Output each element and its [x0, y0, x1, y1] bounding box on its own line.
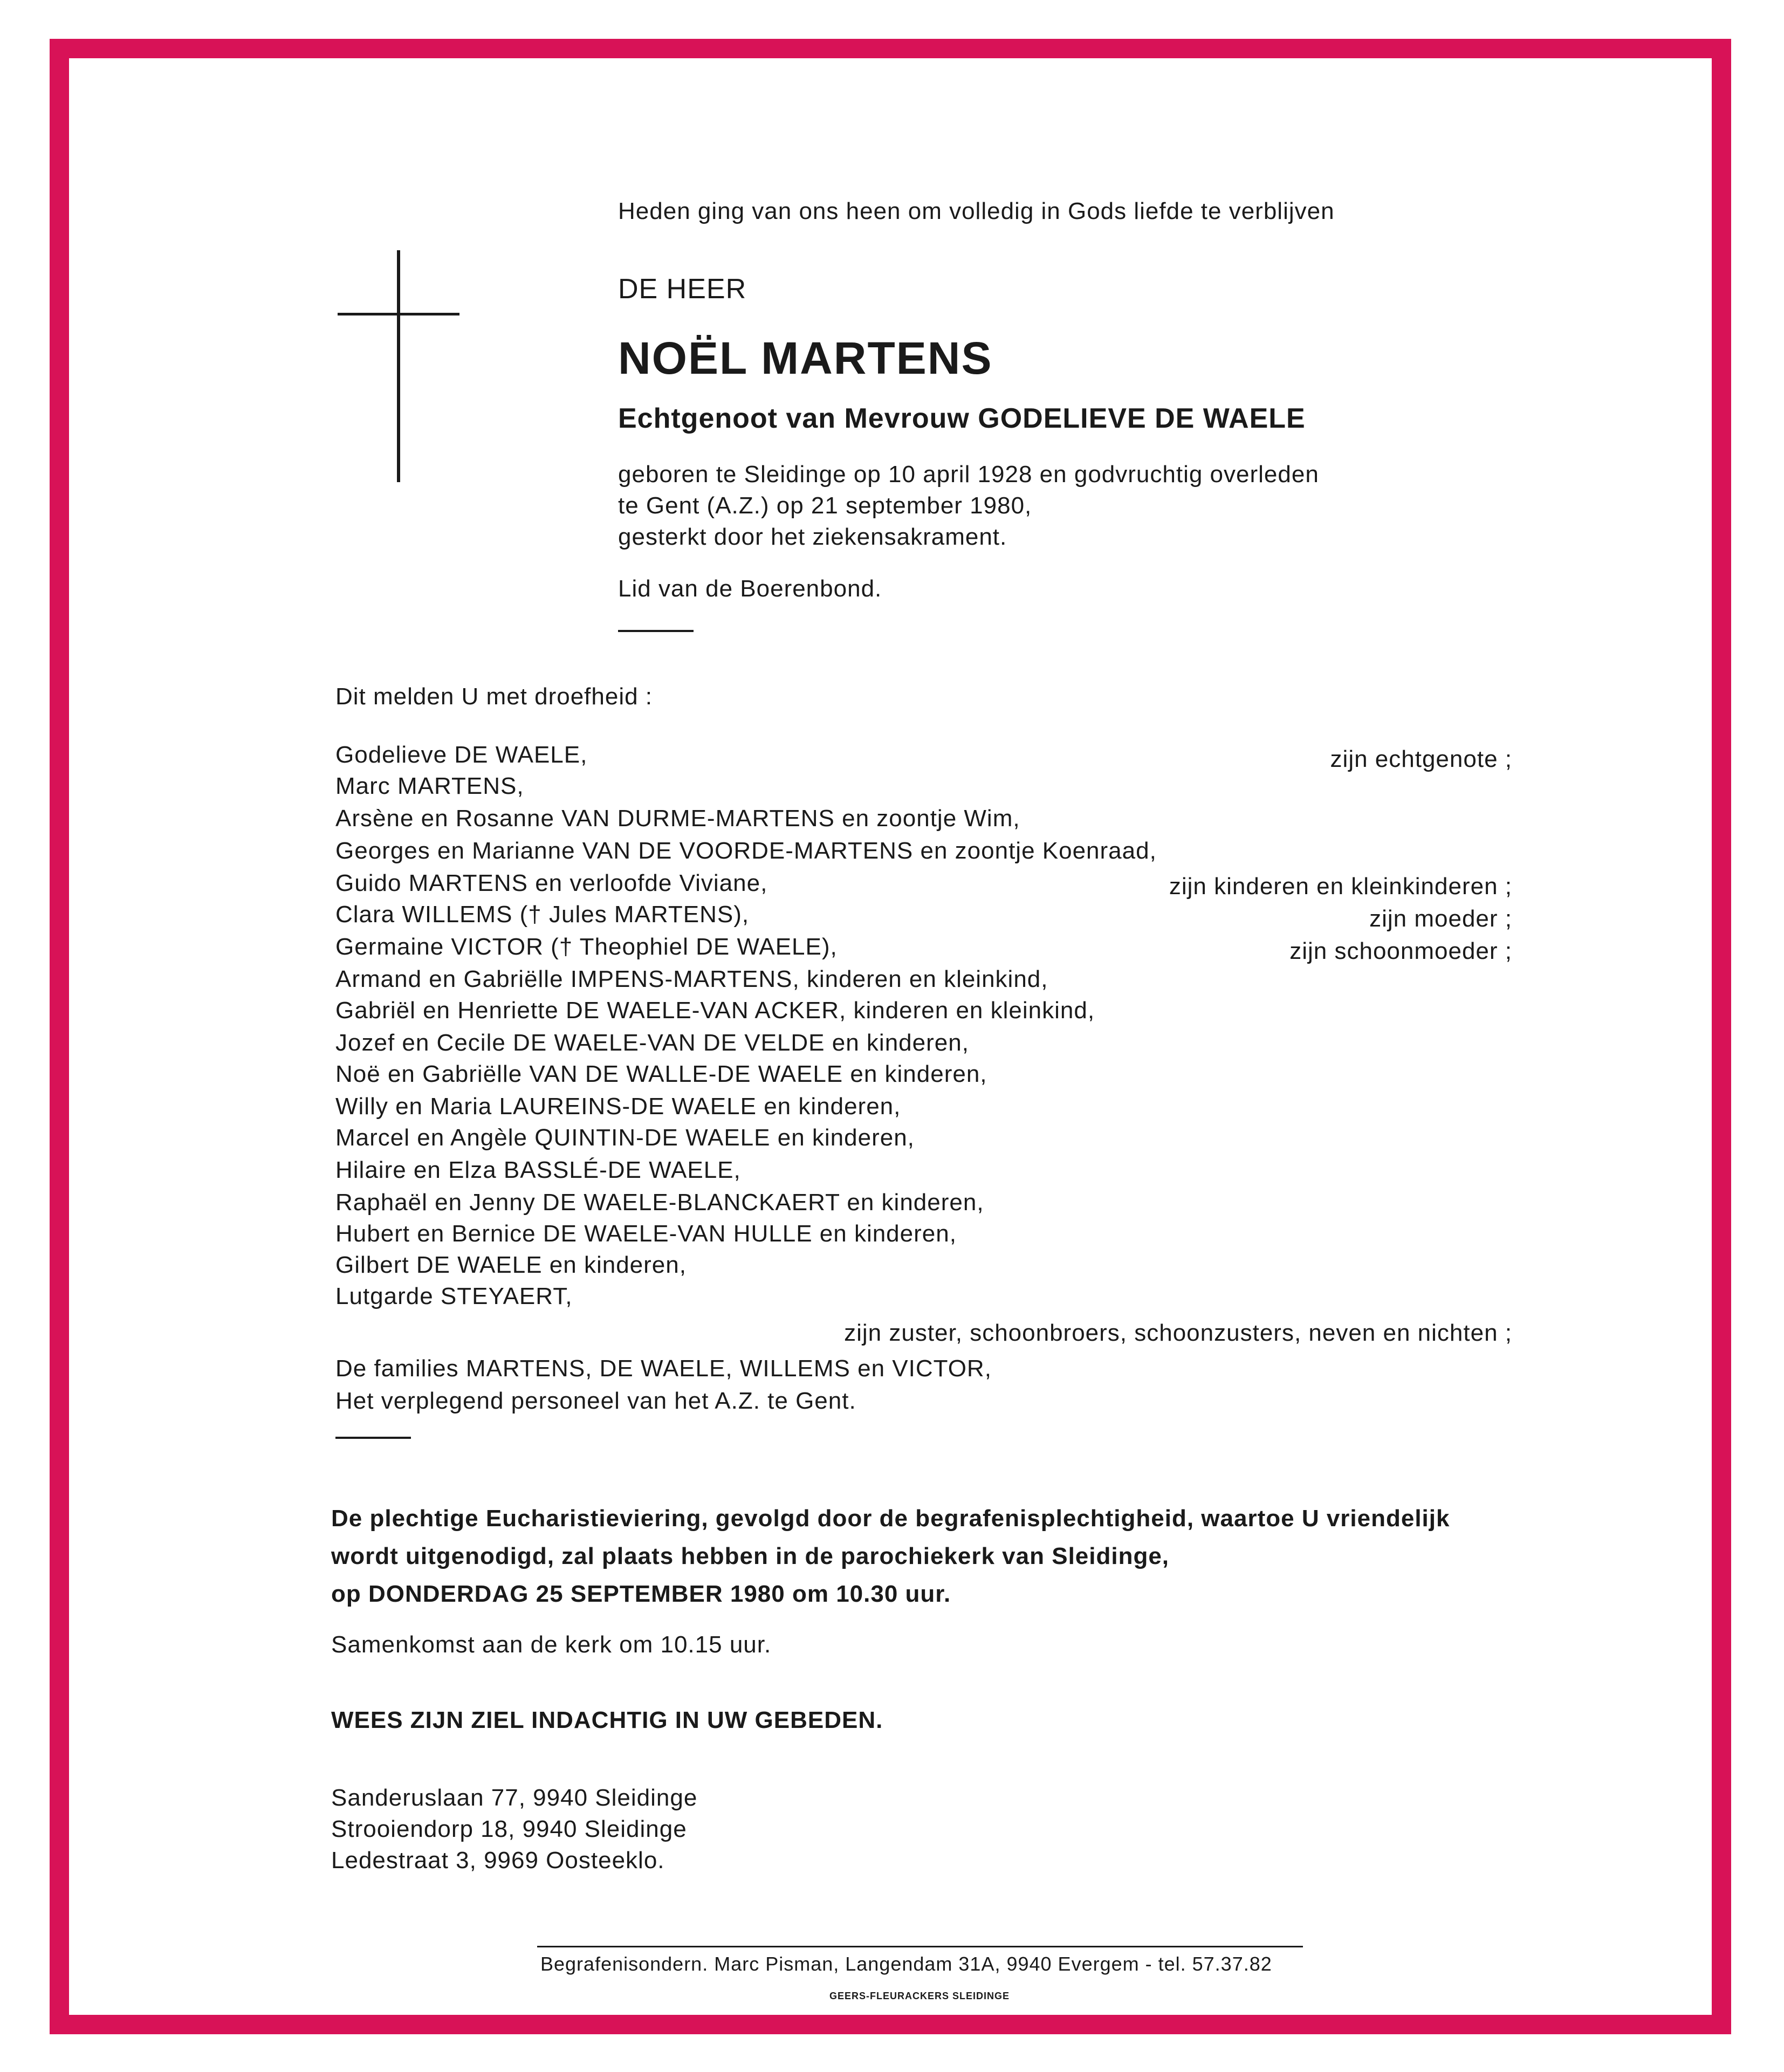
mourner-line: Clara WILLEMS († Jules MARTENS), [335, 901, 750, 928]
mourner-line: Noë en Gabriëlle VAN DE WALLE-DE WAELE en kinderen, [335, 1061, 987, 1087]
mourner-line: Lutgarde STEYAERT, [335, 1283, 573, 1309]
cross-icon-bar [338, 313, 459, 315]
bio-line: gesterkt door het ziekensakrament. [618, 524, 1007, 550]
service-line: De plechtige Eucharistieviering, gevolgd door de begrafenisplechtigheid, waartoe U vriendelijk [331, 1505, 1450, 1532]
prayer-line: WEES ZIJN ZIEL INDACHTIG IN UW GEBEDEN. [331, 1707, 883, 1733]
mourner-line: Jozef en Cecile DE WAELE-VAN DE VELDE en kinderen, [335, 1030, 969, 1056]
address-line: Sanderuslaan 77, 9940 Sleidinge [331, 1785, 698, 1811]
printer-line: GEERS-FLEURACKERS SLEIDINGE [829, 1991, 1010, 2001]
deceased-name: NOËL MARTENS [618, 333, 993, 383]
gathering-line: Samenkomst aan de kerk om 10.15 uur. [331, 1631, 772, 1658]
mourner-line: Raphaël en Jenny DE WAELE-BLANCKAERT en kinderen, [335, 1189, 984, 1216]
relation-label: zijn zuster, schoonbroers, schoonzusters, neven en nichten ; [844, 1320, 1512, 1346]
mourner-line: Guido MARTENS en verloofde Viviane, [335, 870, 768, 896]
family-line: De families MARTENS, DE WAELE, WILLEMS en VICTOR, [335, 1355, 992, 1382]
service-line: wordt uitgenodigd, zal plaats hebben in de parochiekerk van Sleidinge, [331, 1543, 1170, 1569]
relation-label: zijn moeder ; [1369, 905, 1512, 932]
member-line: Lid van de Boerenbond. [618, 575, 882, 602]
spouse-line: Echtgenoot van Mevrouw GODELIEVE DE WAELE [618, 403, 1306, 434]
family-line: Het verplegend personeel van het A.Z. te Gent. [335, 1388, 856, 1414]
cross-icon [397, 250, 400, 482]
mourner-line: Marc MARTENS, [335, 773, 524, 799]
service-line: op DONDERDAG 25 SEPTEMBER 1980 om 10.30 uur. [331, 1581, 951, 1607]
relation-label: zijn kinderen en kleinkinderen ; [1169, 873, 1512, 900]
address-line: Strooiendorp 18, 9940 Sleidinge [331, 1816, 687, 1842]
intro-text: Heden ging van ons heen om volledig in Gods liefde te verblijven [618, 198, 1335, 224]
mourner-line: Arsène en Rosanne VAN DURME-MARTENS en zoontje Wim, [335, 805, 1020, 832]
mourner-line: Hubert en Bernice DE WAELE-VAN HULLE en kinderen, [335, 1220, 957, 1247]
bio-line: te Gent (A.Z.) op 21 september 1980, [618, 492, 1032, 519]
mourner-line: Godelieve DE WAELE, [335, 742, 588, 768]
title-text: DE HEER [618, 273, 747, 305]
divider [335, 1437, 411, 1439]
mourner-line: Georges en Marianne VAN DE VOORDE-MARTENS en zoontje Koenraad, [335, 838, 1157, 864]
bio-line: geboren te Sleidinge op 10 april 1928 en godvruchtig overleden [618, 461, 1319, 488]
undertaker-line: Begrafenisondern. Marc Pisman, Langendam 31A, 9940 Evergem - tel. 57.37.82 [540, 1953, 1272, 1975]
relation-label: zijn schoonmoeder ; [1289, 938, 1512, 964]
relation-label: zijn echtgenote ; [1330, 746, 1512, 772]
footer-divider [537, 1946, 1303, 1947]
mourner-line: Gabriël en Henriette DE WAELE-VAN ACKER, kinderen en kleinkind, [335, 997, 1095, 1024]
mourner-line: Gilbert DE WAELE en kinderen, [335, 1252, 687, 1278]
address-line: Ledestraat 3, 9969 Oosteeklo. [331, 1847, 665, 1874]
mourner-line: Hilaire en Elza BASSLÉ-DE WAELE, [335, 1157, 741, 1183]
mourner-line: Marcel en Angèle QUINTIN-DE WAELE en kinderen, [335, 1124, 915, 1151]
announce-line: Dit melden U met droefheid : [335, 683, 653, 710]
divider [618, 630, 694, 632]
mourner-line: Willy en Maria LAUREINS-DE WAELE en kinderen, [335, 1093, 901, 1120]
mourner-line: Germaine VICTOR († Theophiel DE WAELE), [335, 934, 838, 960]
mourner-line: Armand en Gabriëlle IMPENS-MARTENS, kinderen en kleinkind, [335, 966, 1048, 992]
